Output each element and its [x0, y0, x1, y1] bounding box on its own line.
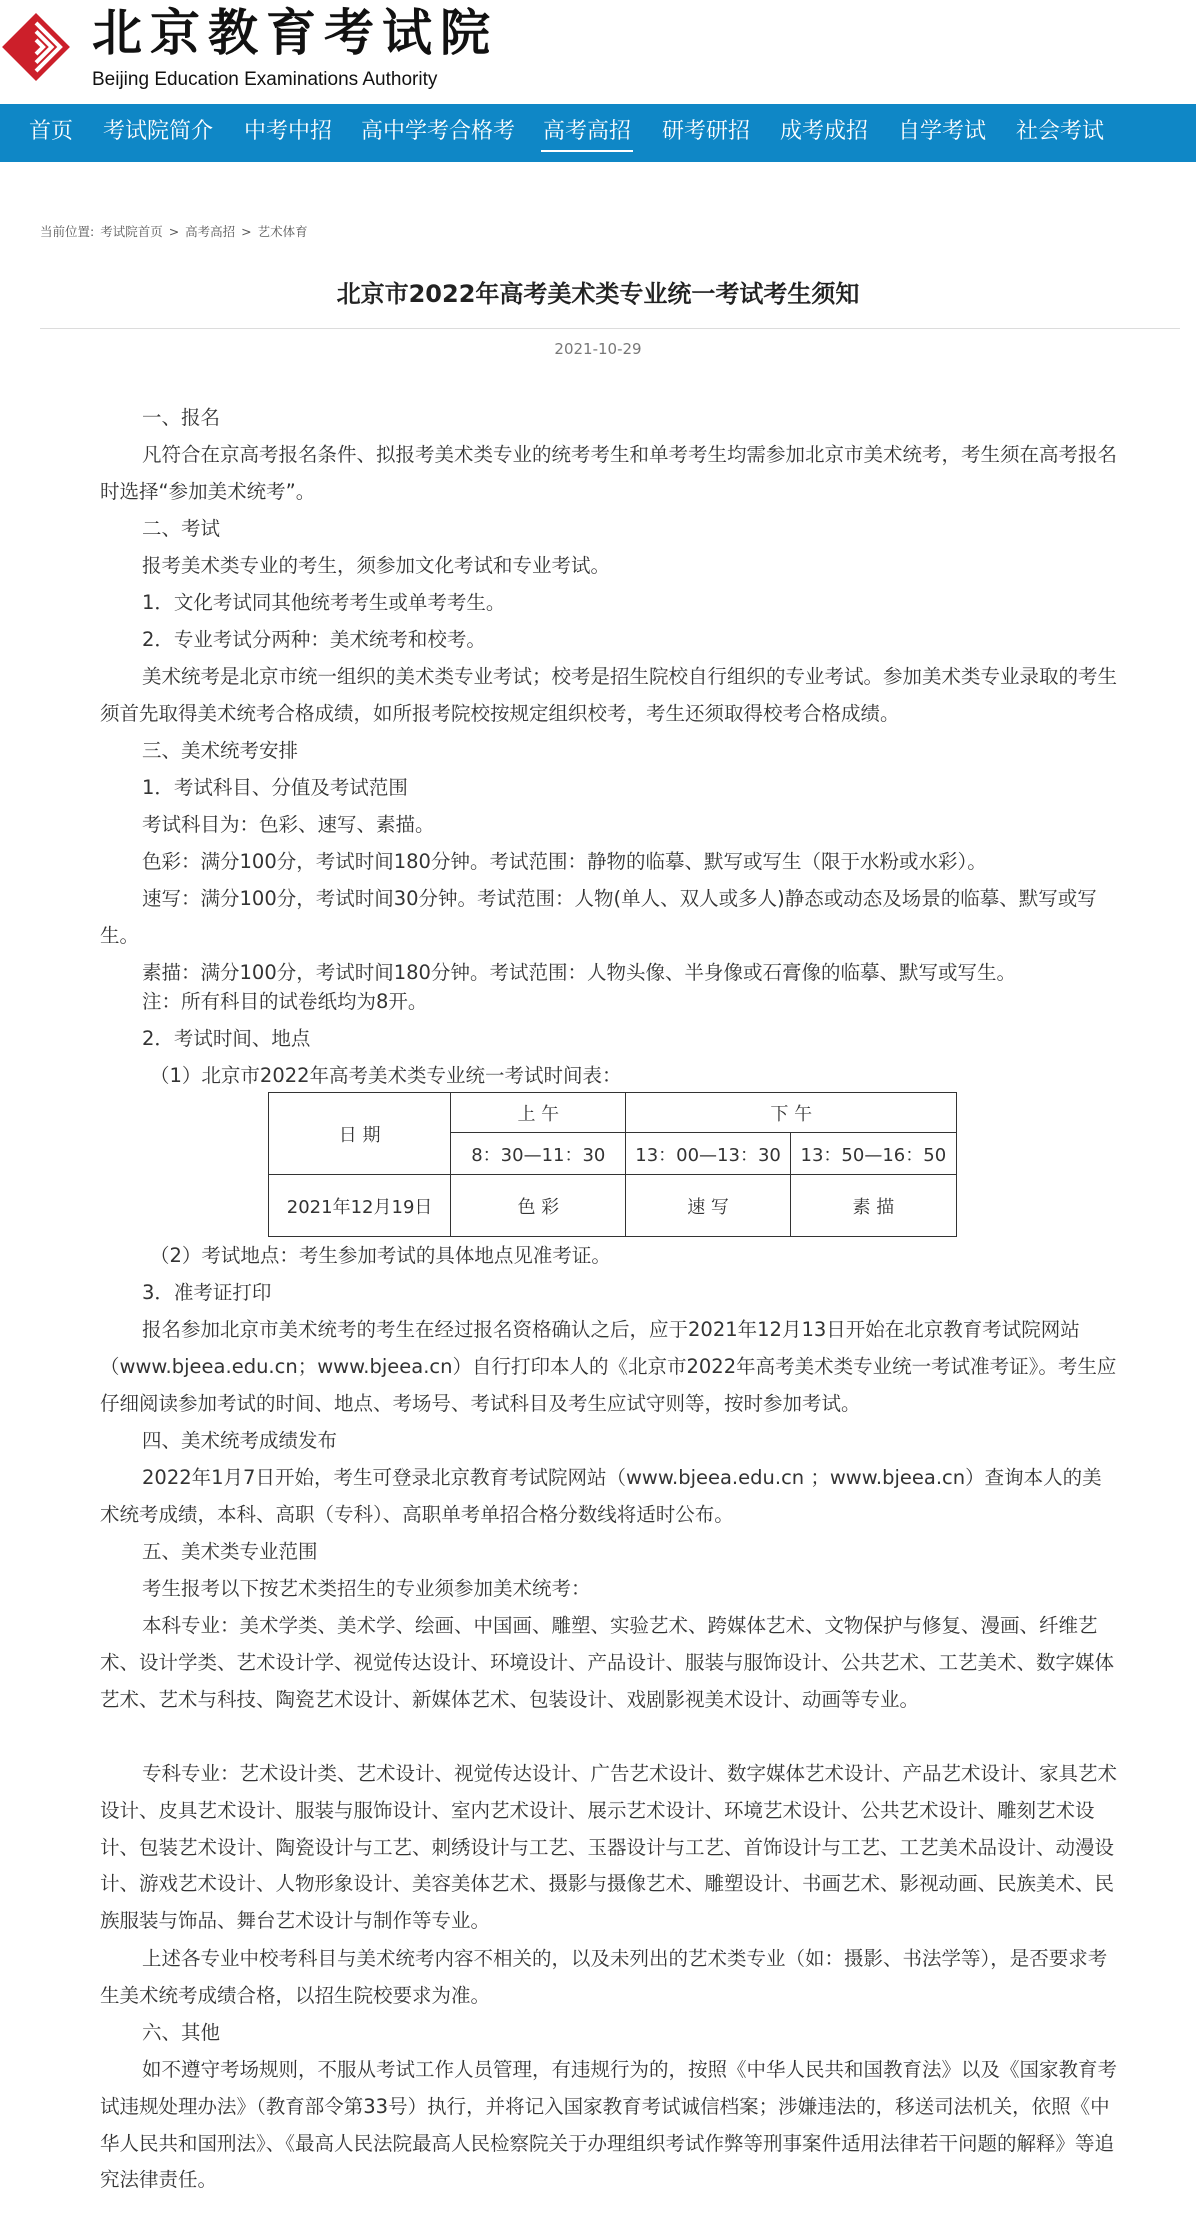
section-heading: 六、其他	[142, 2021, 221, 2044]
table-header-afternoon: 下 午	[626, 1093, 957, 1133]
exam-schedule-table	[268, 1092, 957, 1237]
breadcrumb-separator: >	[168, 224, 180, 239]
nav-item-gaokao[interactable]: 高考高招	[543, 104, 631, 162]
nav-item-xuekao[interactable]: 高中学考合格考	[361, 119, 516, 144]
table-cell-subject: 速 写	[626, 1175, 790, 1237]
main-nav	[0, 104, 1196, 162]
title-divider	[40, 328, 1180, 329]
body-paragraph: 注：所有科目的试卷纸均为8开。	[142, 990, 428, 1013]
nav-item-zixue[interactable]: 自学考试	[898, 119, 987, 144]
body-paragraph: 本科专业：美术学类、美术学、绘画、中国画、雕塑、实验艺术、跨媒体艺术、文物保护与修复、漫画、纤维艺术、设计学类、艺术设计学、视觉传达设计、环境设计、产品设计、服装与服饰设计、公共艺术、工艺美术、数字媒体艺术、艺术与科技、陶瓷艺术设计、新媒体艺术、包装设计、戏剧影视美术设计、动画等专业。	[100, 1614, 1115, 1711]
breadcrumb-home[interactable]: 考试院首页	[100, 224, 163, 239]
table-cell-date: 2021年12月19日	[269, 1175, 451, 1237]
table-cell-subject: 色 彩	[451, 1175, 626, 1237]
nav-item-chengkao[interactable]: 成考成招	[780, 119, 869, 144]
table-header-morning: 上 午	[451, 1093, 626, 1133]
logo-chinese-name: 北京教育考试院	[92, 3, 498, 62]
body-paragraph: 上述各专业中校考科目与美术统考内容不相关的，以及未列出的艺术类专业（如：摄影、书法学等），是否要求考生美术统考成绩合格，以招生院校要求为准。	[100, 1947, 1108, 2007]
body-paragraph: 色彩：满分100分，考试时间180分钟。考试范围：静物的临摹、默写或写生（限于水粉或水彩）。	[142, 850, 987, 873]
subsection-heading: 1．考试科目、分值及考试范围	[142, 776, 408, 799]
body-paragraph: 素描：满分100分，考试时间180分钟。考试范围：人物头像、半身像或石膏像的临摹、默写或写生。	[142, 961, 1016, 984]
page-title: 北京市2022年高考美术类专业统一考试考生须知	[336, 280, 860, 308]
nav-item-about[interactable]: 考试院简介	[103, 119, 214, 144]
nav-item-yankao[interactable]: 研考研招	[662, 119, 751, 144]
site-header	[0, 0, 1196, 104]
breadcrumb-prefix: 当前位置:	[40, 224, 95, 239]
body-paragraph: 报名参加北京市美术统考的考生在经过报名资格确认之后，应于2021年12月13日开始在北京教育考试院网站（www.bjeea.edu.cn；www.bjeea.cn）自行打印本人的《北京市2022年高考美术类专业统一考试准考证》。考生应仔细阅读参加考试的时间、地点、考场号、考试科目及考生应试守则等，按时参加考试。	[100, 1318, 1117, 1415]
body-paragraph: 1．文化考试同其他统考考生或单考考生。	[142, 591, 506, 614]
section-heading: 三、美术统考安排	[142, 739, 299, 762]
section-heading: 五、美术类专业范围	[142, 1540, 318, 1563]
body-paragraph: 考试科目为：色彩、速写、素描。	[142, 813, 435, 836]
body-paragraph: 考生报考以下按艺术类招生的专业须参加美术统考：	[142, 1577, 591, 1600]
section-heading: 二、考试	[142, 517, 221, 540]
body-paragraph: 如不遵守考场规则，不服从考试工作人员管理，有违规行为的，按照《中华人民共和国教育法》以及《国家教育考试违规处理办法》（教育部令第33号）执行，并将记入国家教育考试诚信档案；涉嫌违法的，移送司法机关，依照《中华人民共和国刑法》、《最高人民法院最高人民检察院关于办理组织考试作弊等刑事案件适用法律若干问题的解释》等追究法律责任。	[100, 2058, 1118, 2192]
breadcrumb-gaokao[interactable]: 高考高招	[185, 224, 236, 239]
logo-english-name: Beijing Education Examinations Authority	[92, 69, 438, 90]
body-paragraph: 速写：满分100分，考试时间30分钟。考试范围：人物(单人、双人或多人)静态或动态及场景的临摹、默写或写生。	[100, 887, 1097, 947]
publish-date: 2021-10-29	[554, 340, 642, 358]
body-paragraph: 报考美术类专业的考生，须参加文化考试和专业考试。	[142, 554, 611, 577]
subsection-heading: 3．准考证打印	[142, 1281, 272, 1304]
breadcrumb-art-sports[interactable]: 艺术体育	[257, 224, 308, 239]
nav-item-shehui[interactable]: 社会考试	[1016, 119, 1105, 144]
body-paragraph: （2）考试地点：考生参加考试的具体地点见准考证。	[150, 1244, 611, 1267]
subsection-heading: 2．考试时间、地点	[142, 1027, 311, 1050]
body-paragraph: 2．专业考试分两种：美术统考和校考。	[142, 628, 486, 651]
table-cell-subject: 素 描	[790, 1175, 956, 1237]
body-paragraph: 凡符合在京高考报名条件、拟报考美术类专业的统考考生和单考考生均需参加北京市美术统考，考生须在高考报名时选择“参加美术统考”。	[100, 443, 1118, 503]
table-cell-slot: 13：00—13：30	[626, 1133, 790, 1175]
table-cell-slot: 13：50—16：50	[790, 1133, 956, 1175]
nav-item-home[interactable]: 首页	[29, 119, 74, 144]
body-paragraph: 2022年1月7日开始，考生可登录北京教育考试院网站（www.bjeea.edu.cn ；www.bjeea.cn）查询本人的美术统考成绩，本科、高职（专科）、高职单考单招合格分数线将适时公布。	[100, 1466, 1102, 1526]
section-heading: 一、报名	[142, 406, 221, 429]
table-cell-slot: 8：30—11：30	[451, 1133, 626, 1175]
logo-icon[interactable]	[0, 8, 78, 86]
breadcrumb-separator: >	[241, 224, 252, 239]
body-paragraph: 美术统考是北京市统一组织的美术类专业考试；校考是招生院校自行组织的专业考试。参加美术类专业录取的考生须首先取得美术统考合格成绩，如所报考院校按规定组织校考，考生还须取得校考合格成绩。	[100, 665, 1118, 725]
table-caption: （1）北京市2022年高考美术类专业统一考试时间表：	[150, 1064, 622, 1087]
breadcrumb	[40, 222, 310, 240]
section-heading: 四、美术统考成绩发布	[142, 1429, 338, 1452]
body-paragraph: 专科专业：艺术设计类、艺术设计、视觉传达设计、广告艺术设计、数字媒体艺术设计、产品艺术设计、家具艺术设计、皮具艺术设计、服装与服饰设计、室内艺术设计、展示艺术设计、环境艺术设计、公共艺术设计、雕刻艺术设计、包装艺术设计、陶瓷设计与工艺、刺绣设计与工艺、玉器设计与工艺、首饰设计与工艺、工艺美术品设计、动漫设计、游戏艺术设计、人物形象设计、美容美体艺术、摄影与摄像艺术、雕塑设计、书画艺术、影视动画、民族美术、民族服装与饰品、舞台艺术设计与制作等专业。	[100, 1762, 1118, 1933]
table-header-date: 日 期	[269, 1093, 451, 1175]
nav-item-zhongkao[interactable]: 中考中招	[244, 119, 333, 144]
